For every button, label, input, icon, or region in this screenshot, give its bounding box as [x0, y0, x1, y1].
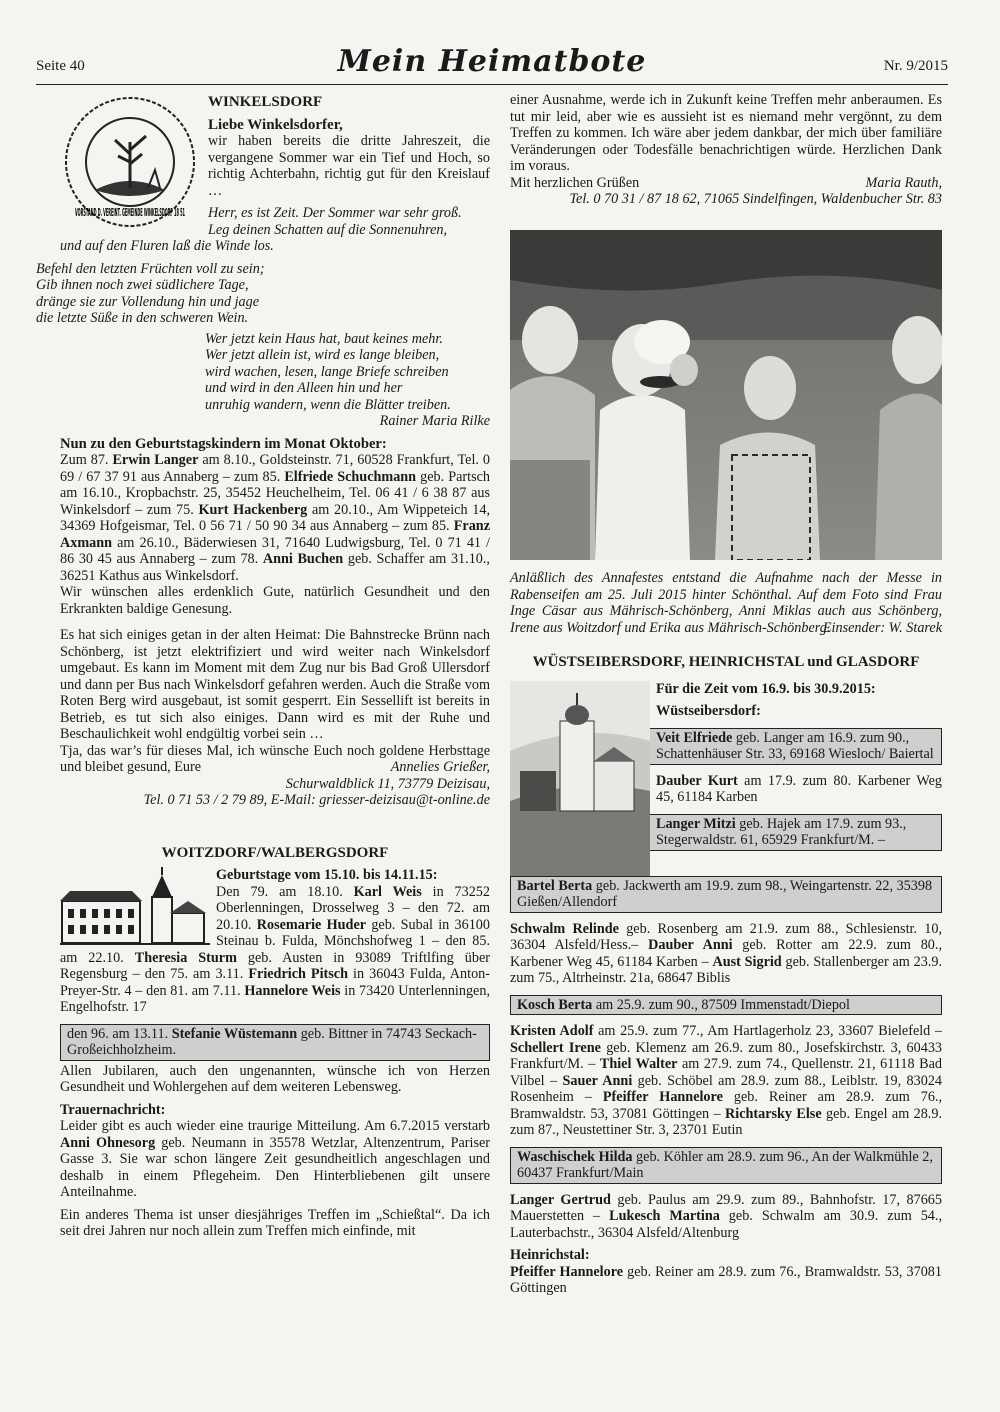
- poem-stanza-3: [205, 331, 490, 414]
- woitzdorf-wishes: Allen Jubilaren, auch den ungenannten, wünsche ich von Herzen Gesundheit und Wohlergehen auf dem weiteren Lebensweg.: [60, 1062, 490, 1095]
- highlight-box-waschischek: Waschischek Hilda geb. Köhler am 28.9. zum 96., An der Walkmühle 2, 60437 Frankfurt/Main: [510, 1147, 942, 1184]
- intro-text: wir haben bereits die dritte Jahreszeit, die vergangene Sommer war ein Tief und Hoch, so richtig Achterbahn, richtig gut für den Kreislauf …: [208, 133, 490, 199]
- woitzdorf-heading: WOITZDORF/WALBERGSDORF: [161, 844, 389, 861]
- left-column: [36, 92, 490, 1240]
- entry-heinrichstal: Pfeiffer Hannelore geb. Reiner am 28.9. zum 76., Bramwaldstr. 53, 37081 Göttingen: [510, 1263, 942, 1296]
- signature-address: Schurwaldblick 11, 73779 Deizisau,: [285, 775, 490, 792]
- poem-line: Gib ihnen noch zwei südlichere Tage,: [36, 277, 249, 293]
- church-photo: [510, 681, 650, 876]
- signature-contact: Tel. 0 71 53 / 2 79 89, E-Mail: griesser-deizisau@t-online.de: [143, 792, 490, 808]
- highlight-box-langer: Langer Mitzi geb. Hajek am 17.9. zum 93., Stegerwaldstr. 61, 65929 Frankfurt/M. –: [510, 814, 942, 851]
- poem-line: Leg deinen Schatten auf die Sonnenuhren,: [208, 221, 448, 238]
- poem-line: die letzte Süße in den schweren Wein.: [36, 310, 249, 326]
- header-rule: [36, 84, 948, 85]
- continued-text: einer Ausnahme, werde ich in Zukunft keine Treffen mehr anberaumen. Es tut mir leid, aber wie es aussieht ist es niemand mehr vergönnt, zu dem Treffen zu kommen. Ich wäre aber jedem dankbar, der mich über familiäre Veränderungen oder Todesfälle benachrichtigen würde. Herzlichen Dank im voraus.: [510, 92, 942, 174]
- entry-dauber-kurt: Dauber Kurt am 17.9. zum 80. Karbener Weg 45, 61184 Karben: [656, 772, 943, 805]
- regards-line: Mit herzlichen Grüßen Maria Rauth,: [510, 174, 942, 191]
- poem-line: wird wachen, lesen, lange Briefe schreiben: [205, 363, 449, 380]
- poem-line: Befehl den letzten Früchten voll zu sein;: [36, 260, 265, 277]
- mourning-text: Leider gibt es auch wieder eine traurige Mitteilung. Am 6.7.2015 verstarb Anni Ohnesorg geb. Neumann in 35578 Wetzlar, Altenzentrum, Pariser Gasse 3. Sie war schon längere Zeit gesundheitlich angeschlagen und deshalb in einem Pflegeheim. Den Hinterbliebenen gilt unsere Anteilnahme.: [60, 1118, 490, 1200]
- poem-line: Wer jetzt allein ist, wird es lange bleiben,: [205, 347, 440, 363]
- entry-group-2: Kristen Adolf am 25.9. zum 77., Am Hartlagerholz 23, 33607 Bielefeld – Schellert Irene geb. Klemenz am 26.9. zum 80., Josefskirchstr. 3, 60433 Frankfurt/M. – Thiel Walter am 27.9. zum 74., Quellenstr. 21, 61118 Bad Vilbel – Sauer Anni geb. Schöbel am 28.9. zum 88., Leiblstr. 19, 83024 Rosenheim – Pfeiffer Hannelore geb. Reiner am 28.9. zum 76., Bramwaldstr. 53, 37081 Göttingen – Richtarsky Else geb. Engel am 28.9. zum 87., Neustettiner Str. 3, 23701 Eutin: [510, 1023, 943, 1138]
- winkelsdorf-seal: [60, 92, 200, 232]
- news-text: Es hat sich einiges getan in der alten Heimat: Die Bahnstrecke Brünn nach Schönberg, ist jetzt elektrifiziert und wird weiter nach Winkelsdorf umgebaut. Es kann im Moment mit dem Zug nur bis Bad Groß Ullersdorf und dann per Bus nach Winkelsdorf gefahren werden. Auch die Straße vom Roten Berg wird ausgebaut, ist somit gesperrt. Ein Sessellift ist bereits in Betrieb, es tut sich also einiges. Dann wird es mit der Ruhe und Beschaulichkeit wohl endgültig vorbei sein …: [60, 627, 490, 742]
- birthday-heading: Nun zu den Geburtstagskindern im Monat Oktober:: [60, 435, 387, 452]
- poem-stanza-2: [36, 261, 490, 327]
- photo-sender: Einsender: W. Starek: [822, 619, 942, 636]
- poem-line: und auf den Fluren laß die Winde los.: [60, 238, 274, 254]
- mourning-heading: Trauernachricht:: [60, 1101, 166, 1118]
- wuest-place: Wüstseibersdorf:: [656, 703, 761, 719]
- birthday-list: Zum 87. Erwin Langer am 8.10., Goldsteinstr. 71, 60528 Frankfurt, Tel. 0 69 / 67 37 91 aus Annaberg – zum 85. Elfriede Schuchmann geb. Partsch am 16.10., Kropbachstr. 25, 35452 Heuchelheim, Tel. 06 41 / 6 38 87 aus Winkelsdorf – zum 75. Kurt Hackenberg am 20.10., Am Wippeteich 14, 34369 Hofgeismar, Tel. 0 56 71 / 50 90 34 aus Annaberg – zum 85. Franz Axmann am 26.10., Bäderwiesen 31, 71640 Ludwigsburg, Tel. 0 71 41 / 86 30 45 aus Annaberg – zum 78. Anni Buchen geb. Schaffer am 31.10., 36251 Kathus aus Winkelsdorf.: [60, 452, 490, 584]
- poem-line: unruhig wandern, wenn die Blätter treiben.: [205, 396, 451, 413]
- meeting-text: Ein anderes Thema ist unser diesjähriges Treffen im „Schießtal“. Da ich seit drei Jahren nur noch allein zum Treffen mich einfinde, mit: [60, 1206, 490, 1239]
- highlight-box-wuestemann: den 96. am 13.11. Stefanie Wüstemann geb. Bittner in 74743 Seckach-Großeichholzheim.: [60, 1024, 490, 1061]
- poem-line: Herr, es ist Zeit. Der Sommer war sehr groß.: [208, 205, 462, 221]
- issue-number: Nr. 9/2015: [883, 58, 948, 74]
- page-header: [36, 44, 948, 84]
- highlight-box-veit: Veit Elfriede geb. Langer am 16.9. zum 90., Schattenhäuser Str. 33, 69168 Wiesloch/ Baiertal: [510, 728, 942, 765]
- heinrichstal-place: Heinrichstal:: [510, 1247, 590, 1263]
- rauth-contact: Tel. 0 70 31 / 87 18 62, 71065 Sindelfingen, Waldenbucher Str. 83: [569, 191, 942, 207]
- wishes-text: Wir wünschen alles erdenklich Gute, natürlich Gesundheit und den Erkrankten baldige Genesung.: [60, 584, 490, 617]
- seal-text: VORSTAND D. VEREINT. GEMEINDE WINKELSDORF 18 51: [75, 206, 185, 219]
- wuest-period: Für die Zeit vom 16.9. bis 30.9.2015:: [656, 680, 876, 697]
- poem-line: und wird in den Alleen hin und her: [205, 380, 403, 396]
- poem-line: dränge sie zur Vollendung hin und jage: [36, 293, 260, 310]
- right-column: [510, 92, 942, 1297]
- woitzdorf-birthdays: Den 79. am 18.10. Karl Weis in 73252 Oberlenningen, Drosselweg 3 – den 72. am 20.10. Rosemarie Huder geb. Subal in 36100 Steinau b. Fulda, Mönchshofweg 1 – den 85. am 22.10. Theresia Sturm geb. Austen in 93089 Triftlfing über Regensburg – den 75. am 3.11. Friedrich Pitsch in 36043 Fulda, Anton-Preyer-Str. 4 – den 81. am 7.11. Hannelore Weis in 73420 Unterlenningen, Engelhofstr. 17: [60, 883, 490, 1015]
- poem-author: Rainer Maria Rilke: [379, 413, 490, 429]
- page-number: Seite 40: [36, 58, 85, 74]
- group-photo: [510, 230, 942, 560]
- poem-line: Wer jetzt kein Haus hat, baut keines mehr.: [205, 330, 443, 347]
- wuest-heading: WÜSTSEIBERSDORF, HEINRICHSTAL und GLASDORF: [532, 654, 920, 670]
- winkelsdorf-heading: WINKELSDORF: [208, 94, 323, 110]
- masthead-title: Mein Heimatbote: [337, 44, 647, 79]
- woitzdorf-buildings-illustration: [60, 867, 210, 947]
- photo-caption: Anläßlich des Annafestes entstand die Aufnahme nach der Messe in Rabenseifen am 25. Juli 2015 hinter Schönthal. Auf dem Foto sind Frau Inge Cäsar aus Mährisch-Schönberg, Anni Miklas auch aus Schönberg, Irene aus Woitzdorf und Erika aus Mährisch-Schönberg.: [510, 570, 942, 636]
- entry-group-3: Langer Gertrud geb. Paulus am 29.9. zum 89., Bahnhofstr. 17, 87665 Mauerstetten – Lukesch Martina geb. Schwalm am 30.9. zum 54., Lauterbachstr., 36304 Alsfeld/Altenburg: [510, 1191, 942, 1241]
- closing-text: Tja, das war’s für dieses Mal, ich wünsche Euch noch goldene Herbsttage und bleibet gesund, Eure Annelies Grießer,: [60, 742, 490, 775]
- highlight-box-bartel: Bartel Berta geb. Jackwerth am 19.9. zum 98., Weingartenstr. 22, 35398 Gießen/Allendorf: [510, 876, 942, 913]
- woitzdorf-subheading: Geburtstage vom 15.10. bis 14.11.15:: [216, 867, 438, 883]
- greeting: Liebe Winkelsdorfer,: [208, 116, 343, 133]
- entry-group-1: Schwalm Relinde geb. Rosenberg am 21.9. zum 88., Schlesienstr. 10, 36304 Alsfeld/Hess.– Dauber Anni geb. Rotter am 22.9. zum 80., Karbener Weg 45, 61184 Karben – Aust Sigrid geb. Stallenberger am 23.9. zum 75., Altrheinstr. 21a, 68647 Biblis: [510, 920, 943, 986]
- highlight-box-kosch: Kosch Berta am 25.9. zum 90., 87509 Immenstadt/Diepol: [510, 995, 942, 1016]
